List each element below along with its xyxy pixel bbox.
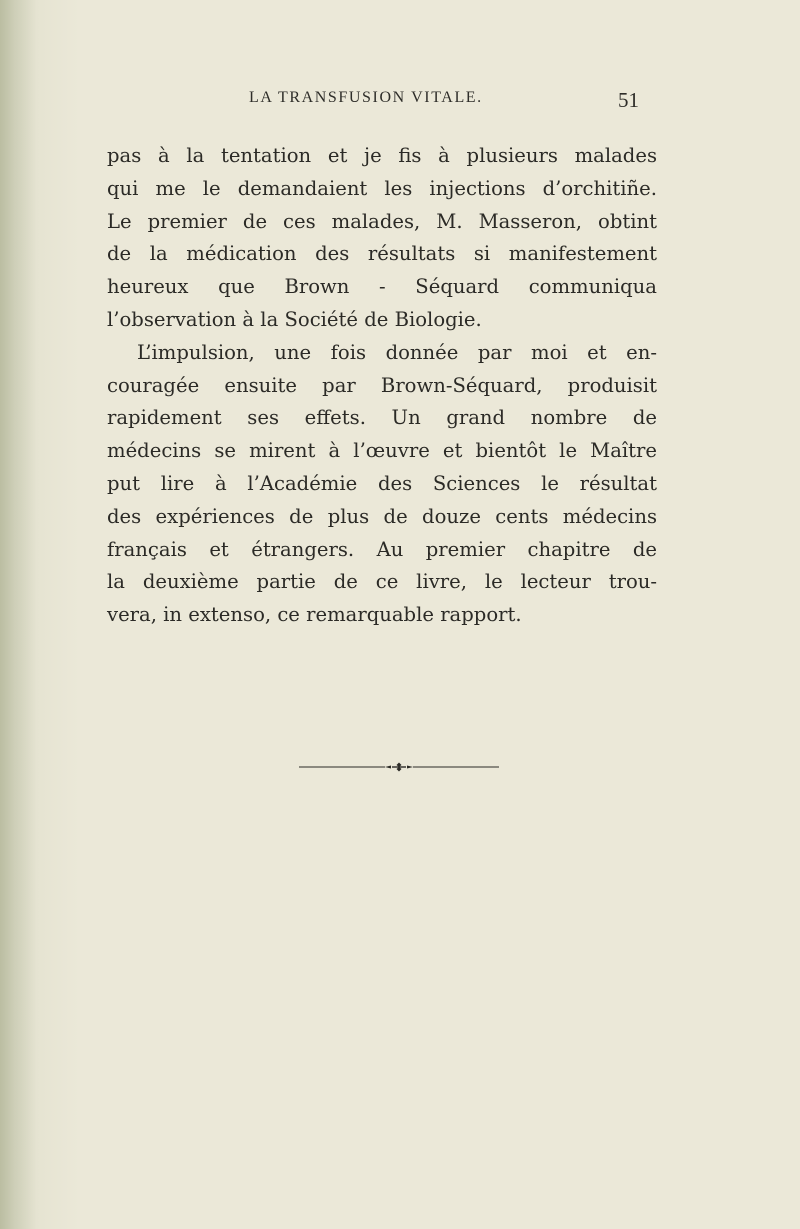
running-title: LA TRANSFUSION VITALE. <box>249 89 483 106</box>
text-line-4: de la médication des résultats si manifestement <box>107 242 657 266</box>
text-line-6: l’observation à la Société de Biologie. <box>107 307 482 331</box>
text-line-1: pas à la tentation et je fis à plusieurs malades <box>107 144 657 167</box>
text-line-10: médecins se mirent à l’œuvre et bientôt le Maître <box>107 439 657 463</box>
text-line-2: qui me le demandaient les injections d’orchitiñe. <box>107 176 657 200</box>
text-line-5: heureux que Brown - Séquard communiqua <box>107 275 657 299</box>
running-head <box>0 89 800 113</box>
text-line-9: rapidement ses effets. Un grand nombre de <box>107 406 657 430</box>
text-line-7: L’impulsion, une fois donnée par moi et en- <box>137 340 657 364</box>
text-line-13: français et étrangers. Au premier chapitre de <box>107 537 657 561</box>
text-line-14: la deuxième partie de ce livre, le lecteur trou- <box>107 570 657 594</box>
text-line-12: des expériences de plus de douze cents médecins <box>107 504 657 528</box>
text-line-8: couragée ensuite par Brown-Séquard, produisit <box>107 373 657 397</box>
page-number: 51 <box>618 88 639 112</box>
text-line-15: vera, in extenso, ce remarquable rapport. <box>107 603 522 627</box>
body-text <box>107 140 657 632</box>
section-end-ornament-icon <box>299 757 499 767</box>
text-line-11: put lire à l’Académie des Sciences le résultat <box>107 471 657 495</box>
page-gutter-shadow <box>0 0 36 1229</box>
text-line-3: Le premier de ces malades, M. Masseron, obtint <box>107 209 657 233</box>
